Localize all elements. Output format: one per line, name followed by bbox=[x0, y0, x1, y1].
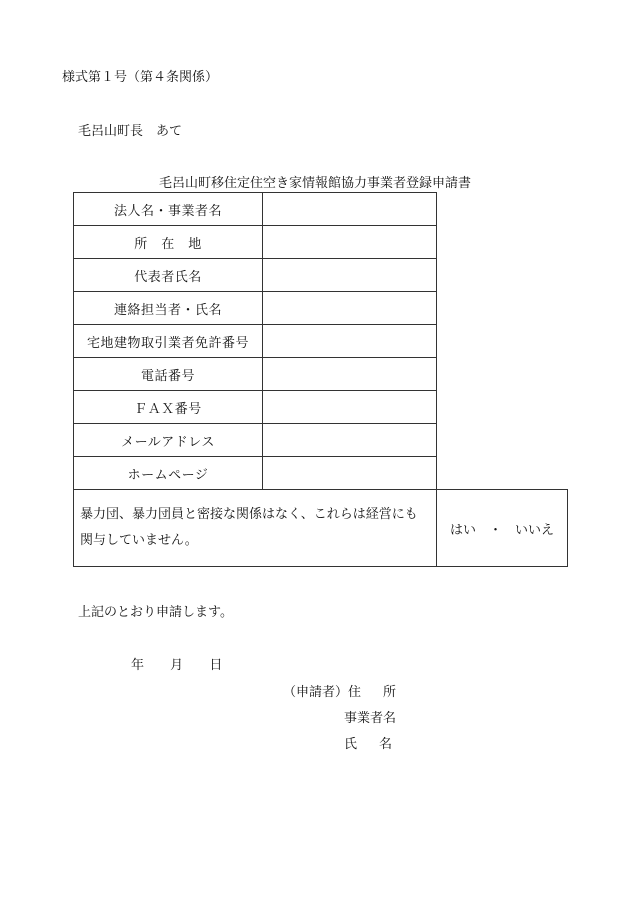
field-label: 電話番号 bbox=[74, 358, 263, 391]
field-label: 所 在 地 bbox=[74, 226, 263, 259]
applicant-label: （申請者）住 bbox=[283, 685, 362, 700]
field-value[interactable] bbox=[263, 193, 437, 226]
table-row bbox=[74, 292, 568, 325]
field-value[interactable] bbox=[263, 358, 437, 391]
field-value[interactable] bbox=[263, 292, 437, 325]
field-label: 代表者氏名 bbox=[74, 259, 263, 292]
date-year-label: 年 bbox=[131, 658, 145, 673]
closing-statement: 上記のとおり申請します。 bbox=[78, 605, 233, 620]
field-label: 連絡担当者・氏名 bbox=[74, 292, 263, 325]
field-value[interactable] bbox=[263, 226, 437, 259]
table-row bbox=[74, 226, 568, 259]
date-month-label: 月 bbox=[170, 658, 184, 673]
addressee: 毛呂山町長 あて bbox=[78, 124, 183, 139]
date-line bbox=[131, 654, 222, 673]
name-label-2: 名 bbox=[379, 737, 393, 752]
field-value[interactable] bbox=[263, 325, 437, 358]
date-day-label: 日 bbox=[209, 658, 223, 673]
person-name-line bbox=[344, 733, 392, 752]
declaration-row bbox=[74, 490, 568, 567]
name-label-1: 氏 bbox=[344, 737, 358, 752]
field-value[interactable] bbox=[263, 391, 437, 424]
address-label-suffix: 所 bbox=[383, 685, 397, 700]
field-value[interactable] bbox=[263, 259, 437, 292]
table-row bbox=[74, 391, 568, 424]
business-name-label: 事業者名 bbox=[344, 711, 397, 726]
field-label: メールアドレス bbox=[74, 424, 263, 457]
field-label: ホームページ bbox=[74, 457, 263, 490]
table-row bbox=[74, 259, 568, 292]
field-label: 宅地建物取引業者免許番号 bbox=[74, 325, 263, 358]
field-label: 法人名・事業者名 bbox=[74, 193, 263, 226]
declaration-choice[interactable]: はい ・ いいえ bbox=[437, 490, 568, 567]
field-value[interactable] bbox=[263, 424, 437, 457]
table-row bbox=[74, 457, 568, 490]
table-row bbox=[74, 358, 568, 391]
table-row bbox=[74, 424, 568, 457]
field-value[interactable] bbox=[263, 457, 437, 490]
table-row bbox=[74, 325, 568, 358]
applicant-address-line bbox=[283, 681, 396, 700]
document-title: 毛呂山町移住定住空き家情報館協力事業者登録申請書 bbox=[158, 176, 471, 191]
declaration-text: 暴力団、暴力団員と密接な関係はなく、これらは経営にも関与していません。 bbox=[74, 490, 437, 567]
table-row bbox=[74, 193, 568, 226]
field-label: ＦＡＸ番号 bbox=[74, 391, 263, 424]
registration-table bbox=[73, 192, 568, 567]
form-number: 様式第１号（第４条関係） bbox=[62, 70, 219, 85]
